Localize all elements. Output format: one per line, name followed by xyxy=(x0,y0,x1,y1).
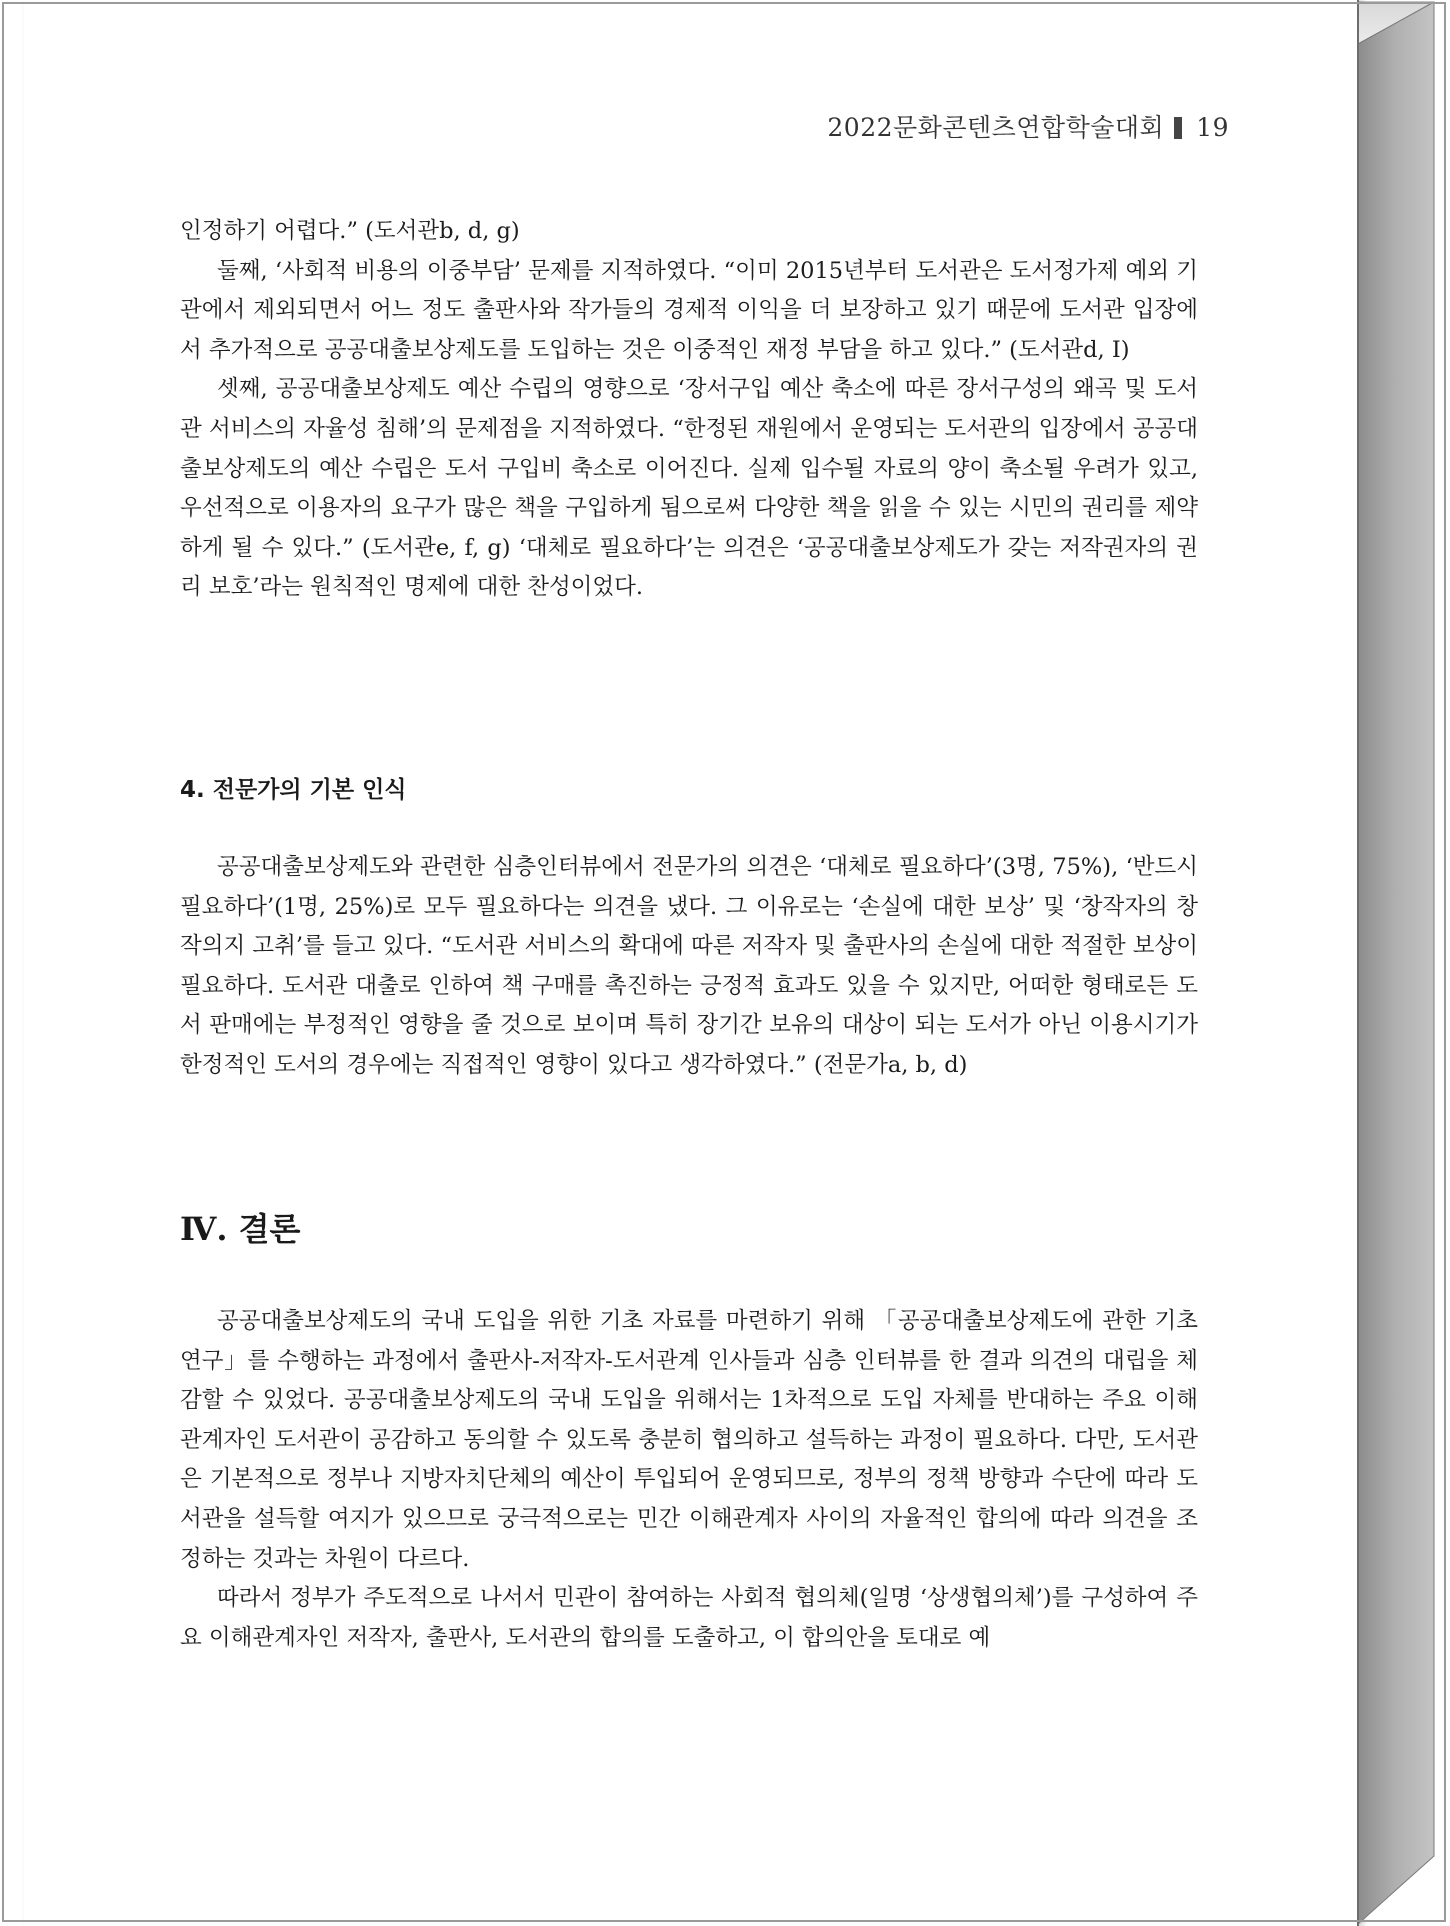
running-header xyxy=(827,108,1229,144)
paragraph: 인정하기 어렵다.” (도서관b, d, g) xyxy=(180,218,520,244)
conference-title: 2022문화콘텐츠연합학술대회 xyxy=(827,113,1165,142)
section-heading: 4. 전문가의 기본 인식 xyxy=(180,777,407,803)
header-separator xyxy=(1174,117,1182,139)
text-block-3 xyxy=(180,1302,1198,1658)
page-number: 19 xyxy=(1196,113,1229,142)
paragraph: 셋째, 공공대출보상제도 예산 수립의 영향으로 ‘장서구입 예산 축소에 따른 장서구성의 왜곡 및 도서관 서비스의 자율성 침해’의 문제점을 지적하였다. “한정된 재원에서 운영되는 도서관의 입장에서 공공대출보상제도의 예산 수립은 도서 구입비 축소로 이어진다. 실제 입수될 자료의 양이 축소될 우려가 있고, 우선적으로 이용자의 요구가 많은 책을 구입하게 됨으로써 다양한 책을 읽을 수 있는 시민의 권리를 제약하게 될 수 있다.” (도서관e, f, g) ‘대체로 필요하다’는 의견은 ‘공공대출보상제도가 갖는 저작권자의 권리 보호’라는 원칙적인 명제에 대한 찬성이었다. xyxy=(180,376,1198,601)
paragraph: 따라서 정부가 주도적으로 나서서 민관이 참여하는 사회적 협의체(일명 ‘상생협의체’)를 구성하여 주요 이해관계자인 저작자, 출판사, 도서관의 합의를 도출하고, 이 합의안을 토대로 예 xyxy=(180,1585,1198,1651)
chapter-heading: Ⅳ. 결론 xyxy=(180,1210,301,1248)
text-block-2 xyxy=(180,848,1198,1086)
book-page xyxy=(24,0,1359,1926)
text-block-1 xyxy=(180,212,1198,608)
paragraph: 공공대출보상제도의 국내 도입을 위한 기초 자료를 마련하기 위해 「공공대출보상제도에 관한 기초 연구」를 수행하는 과정에서 출판사-저작자-도서관계 인사들과 심층 인터뷰를 한 결과 의견의 대립을 체감할 수 있었다. 공공대출보상제도의 국내 도입을 위해서는 1차적으로 도입 자체를 반대하는 주요 이해관계자인 도서관이 공감하고 동의할 수 있도록 충분히 협의하고 설득하는 과정이 필요하다. 다만, 도서관은 기본적으로 정부나 지방자치단체의 예산이 투입되어 운영되므로, 정부의 정책 방향과 수단에 따라 도서관을 설득할 여지가 있으므로 궁극적으로는 민간 이해관계자 사이의 자율적인 합의에 따라 의견을 조정하는 것과는 차원이 다르다. xyxy=(180,1308,1198,1572)
paragraph: 둘째, ‘사회적 비용의 이중부담’ 문제를 지적하였다. “이미 2015년부터 도서관은 도서정가제 예외 기관에서 제외되면서 어느 정도 출판사와 작가들의 경제적 이익을 더 보장하고 있기 때문에 도서관 입장에서 추가적으로 공공대출보상제도를 도입하는 것은 이중적인 재정 부담을 하고 있다.” (도서관d, I) xyxy=(180,257,1198,363)
paragraph: 공공대출보상제도와 관련한 심층인터뷰에서 전문가의 의견은 ‘대체로 필요하다’(3명, 75%), ‘반드시 필요하다’(1명, 25%)로 모두 필요하다는 의견을 냈다. 그 이유로는 ‘손실에 대한 보상’ 및 ‘창작자의 창작의지 고취’를 들고 있다. “도서관 서비스의 확대에 따른 저작자 및 출판사의 손실에 대한 적절한 보상이 필요하다. 도서관 대출로 인하여 책 구매를 촉진하는 긍정적 효과도 있을 수 있지만, 어떠한 형태로든 도서 판매에는 부정적인 영향을 줄 것으로 보이며 특히 장기간 보유의 대상이 되는 도서가 아닌 이용시기가 한정적인 도서의 경우에는 직접적인 영향이 있다고 생각하였다.” (전문가a, b, d) xyxy=(180,854,1198,1078)
